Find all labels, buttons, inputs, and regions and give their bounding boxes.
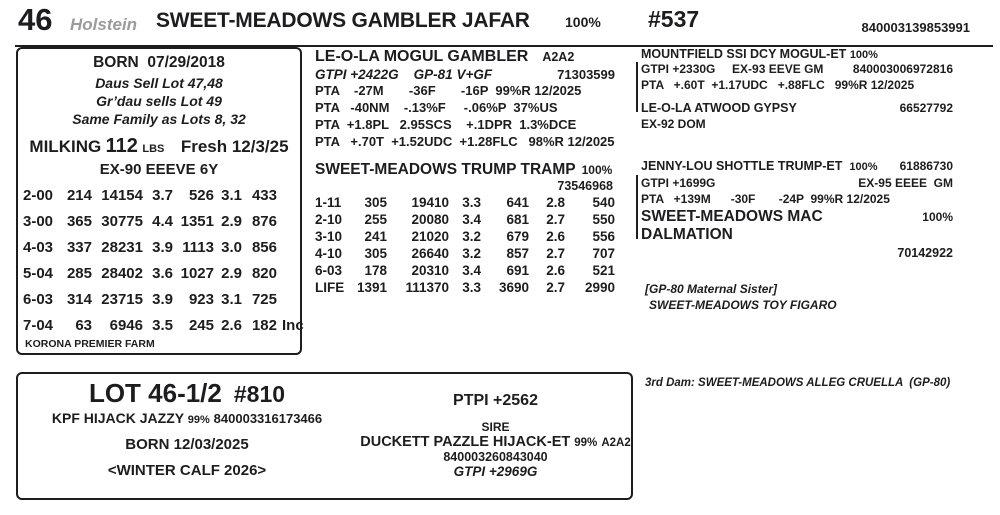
lactation-cell: 923: [188, 290, 214, 308]
lactation-cell: 540: [592, 195, 615, 210]
lactation-cell: 305: [364, 195, 387, 210]
lactation-cell: 3.1: [221, 290, 242, 308]
m-grandsire-classification: EX-95 EEEE GM: [858, 176, 953, 190]
lactation-cell: 4-10: [315, 246, 343, 261]
lactation-cell: 30775: [101, 212, 143, 230]
lactation-cell: 4-03: [23, 238, 54, 256]
lactation-row: [315, 194, 615, 211]
beta-casein-label: A2A2: [542, 50, 575, 64]
lactation-cell: 1351: [180, 212, 214, 230]
calf-born-line: BORN 12/03/2025: [125, 436, 249, 453]
granddam-name: LE-O-LA ATWOOD GYPSY: [641, 101, 797, 115]
pta-line: PTA -27M -36F -16P 99%R 12/2025: [315, 83, 582, 98]
lactation-cell: 1-11: [315, 195, 342, 210]
maternal-sister-note: [GP-80 Maternal Sister]: [645, 282, 778, 296]
calf-lot-line: [26, 378, 348, 409]
paternal-grandsire-block: [641, 47, 953, 93]
milking-unit: LBS: [142, 143, 165, 155]
lactation-cell: 3.3: [462, 280, 481, 295]
breed-label: Holstein: [70, 15, 138, 34]
lactation-cell: 679: [506, 229, 529, 244]
lactation-cell: 21020: [411, 229, 449, 244]
m-grandsire-reg-id: 61886730: [899, 159, 953, 173]
lactation-cell: 4.4: [152, 212, 173, 230]
lactation-cell: 2-00: [23, 186, 54, 204]
lactation-cell: 725: [251, 290, 277, 308]
calf-lot-number: LOT 46-1/2: [88, 378, 222, 408]
m-granddam-name: SWEET-MEADOWS MAC DALMATION: [641, 208, 823, 243]
lactation-cell: 3690: [498, 280, 529, 295]
born-line: BORN 07/29/2018: [93, 54, 225, 71]
lactation-cell: LIFE: [315, 280, 345, 295]
lactation-cell: 63: [75, 316, 92, 334]
lactation-cell: 365: [66, 212, 92, 230]
lactation-cell: 178: [364, 263, 387, 278]
granddam-reg-id: 66527792: [899, 101, 953, 115]
calf-lot-box: [16, 372, 633, 500]
m-grandsire-name-row: [641, 158, 953, 175]
calf-tag: #810: [233, 381, 286, 407]
calf-ptpi: PTPI +2562: [453, 392, 538, 409]
lactation-cell: 3.9: [152, 238, 173, 256]
lactation-cell: 3.0: [221, 238, 242, 256]
lactation-cell: 2.6: [546, 263, 565, 278]
lactation-cell: 2.7: [546, 280, 565, 295]
lactation-cell: 28402: [101, 264, 143, 282]
maternal-sister-block: [645, 281, 837, 313]
lactation-cell: 856: [251, 238, 277, 256]
grandsire-percent: 100%: [849, 49, 878, 61]
lactation-cell: 245: [188, 316, 214, 334]
milking-value: 112: [105, 135, 138, 157]
lactation-cell: 314: [66, 290, 92, 308]
sire-label: SIRE: [481, 420, 510, 434]
grandsire-name-row: [641, 47, 953, 61]
lactation-cell: 550: [592, 212, 615, 227]
lactation-cell: 707: [592, 246, 615, 261]
classification-line: EX-92 DOM: [641, 117, 706, 131]
m-grandsire-pta-row: [641, 191, 953, 207]
lactation-cell: 3.3: [462, 195, 481, 210]
calf-sire-beta-casein: A2A2: [601, 437, 631, 449]
lactation-cell: 2-10: [315, 212, 343, 227]
lactation-cell: 305: [364, 246, 387, 261]
lactation-cell: 521: [592, 263, 615, 278]
lactation-cell: 2.6: [546, 229, 565, 244]
note-line: Gr’dau sells Lot 49: [96, 93, 222, 109]
lactation-cell: 2.6: [221, 316, 242, 334]
classification-line: EX-90 EEEVE 6Y: [99, 161, 219, 178]
dam-name-row: [315, 161, 615, 179]
sire-gtpi-line: GTPI +2422G GP-81 V+GF: [315, 67, 493, 82]
sire-section: [315, 48, 615, 150]
lactation-row: [315, 279, 615, 296]
calf-sire-name: DUCKETT PAZZLE HIJACK-ET: [360, 434, 571, 450]
dam-percent: 100%: [581, 163, 613, 177]
granddam-name-row: [641, 100, 953, 116]
registration-id: 840003139853991: [861, 20, 970, 35]
lactation-cell: 214: [66, 186, 92, 204]
lactation-cell: 241: [364, 229, 387, 244]
calf-sire-name-line: [358, 434, 633, 450]
lactation-cell: 3.2: [462, 229, 481, 244]
dam-reg-id: 73546968: [557, 179, 613, 193]
lactation-row: [23, 234, 296, 260]
lactation-cell: 876: [251, 212, 277, 230]
lactation-row: [23, 208, 296, 234]
cow-lactation-table: [23, 182, 304, 338]
calf-dam-name: KPF HIJACK JAZZY: [51, 410, 184, 426]
pta-line: PTA +.60T +1.17UDC +.88FLC 99%R 12/2025: [641, 78, 915, 92]
note-line: Daus Sell Lot 47,48: [95, 75, 223, 91]
lactation-cell: 1391: [356, 280, 387, 295]
lactation-cell: 641: [506, 195, 529, 210]
lactation-cell: 28231: [101, 238, 143, 256]
m-grandsire-name: JENNY-LOU SHOTTLE TRUMP-ET 100%: [641, 159, 878, 173]
lactation-cell: 2.8: [546, 195, 565, 210]
lactation-cell: 691: [506, 263, 529, 278]
calf-dam-line: [26, 410, 348, 426]
sire-reg-id: 71303599: [557, 67, 615, 82]
m-grandsire-gtpi-row: [641, 175, 953, 191]
lactation-cell: 19410: [411, 195, 449, 210]
calf-sire-info: [358, 392, 633, 479]
third-dam-note: 3rd Dam: SWEET-MEADOWS ALLEG CRUELLA (GP-80): [645, 377, 951, 389]
maternal-grandsire-block: [641, 158, 953, 260]
lactation-cell: Inc: [282, 316, 304, 334]
grandsire-gtpi-row: [641, 61, 953, 77]
animal-name: SWEET-MEADOWS GAMBLER JAFAR: [156, 9, 530, 32]
lactation-cell: 182: [251, 316, 277, 334]
lactation-cell: 2.9: [221, 264, 242, 282]
lactation-cell: 26640: [411, 246, 449, 261]
lactation-cell: 2.7: [546, 246, 565, 261]
lactation-cell: 3.1: [221, 186, 242, 204]
lactation-cell: 3-10: [315, 229, 343, 244]
cow-info-box: [16, 47, 302, 355]
calf-identity: [26, 378, 348, 479]
calf-season-line: <WINTER CALF 2026>: [107, 462, 267, 479]
lactation-row: [315, 211, 615, 228]
pta-line: PTA +139M -30F -24P 99%R 12/2025: [641, 192, 890, 206]
sire-name-row: [315, 48, 615, 66]
pedigree-bracket: [636, 175, 638, 239]
lactation-cell: 526: [188, 186, 214, 204]
lactation-cell: 3-00: [23, 212, 54, 230]
lactation-cell: 3.9: [152, 290, 173, 308]
grandsire-reg-id: 840003006972816: [852, 62, 953, 76]
milking-line: [18, 135, 300, 158]
lactation-row: [315, 228, 615, 245]
calf-sire-gtpi: GTPI +2969G: [453, 464, 538, 479]
dam-name: SWEET-MEADOWS TRUMP TRAMP: [315, 161, 576, 178]
fresh-date: Fresh 12/3/25: [180, 137, 289, 156]
maternal-sister-name: SWEET-MEADOWS TOY FIGARO: [649, 298, 837, 312]
sire-gtpi-row: [315, 67, 615, 82]
lactation-row: [23, 260, 296, 286]
lactation-cell: 3.7: [152, 186, 173, 204]
lactation-row: [315, 262, 615, 279]
lactation-row: [23, 312, 304, 338]
lactation-cell: 1113: [182, 238, 214, 256]
lactation-cell: 20080: [411, 212, 449, 227]
lactation-cell: 820: [251, 264, 277, 282]
lot-number: 46: [18, 2, 53, 37]
lactation-cell: 3.4: [462, 263, 481, 278]
m-granddam-reg-id: 70142922: [897, 246, 953, 260]
dam-section: [315, 161, 615, 296]
lactation-cell: 556: [592, 229, 615, 244]
grandsire-name: MOUNTFIELD SSI DCY MOGUL-ET: [641, 47, 847, 61]
lactation-cell: 285: [66, 264, 92, 282]
grandsire-gtpi-line: GTPI +2330G EX-93 EEVE GM: [641, 62, 824, 76]
granddam-classification-row: [641, 116, 953, 132]
calf-dam-reg-id: 840003316173466: [213, 411, 323, 426]
lactation-cell: 111370: [405, 280, 449, 295]
lactation-cell: 6946: [109, 316, 143, 334]
sire-name: LE-O-LA MOGUL GAMBLER: [315, 48, 529, 65]
lactation-row: [23, 182, 296, 208]
grandsire-pta-row: [641, 77, 953, 93]
calf-sire-reg-id: 840003260843040: [443, 450, 548, 464]
calf-sire-percent: 99%: [574, 437, 598, 449]
lactation-cell: 7-04: [23, 316, 54, 334]
lactation-cell: 23715: [101, 290, 143, 308]
lactation-cell: 3.6: [152, 264, 173, 282]
lactation-cell: 2.7: [546, 212, 565, 227]
m-granddam-percent: 100%: [922, 210, 953, 224]
lactation-cell: 3.4: [462, 212, 481, 227]
note-line: Same Family as Lots 8, 32: [72, 111, 246, 127]
lactation-row: [315, 245, 615, 262]
lactation-cell: 433: [251, 186, 277, 204]
lactation-cell: 681: [506, 212, 529, 227]
catalog-tag: #537: [648, 6, 700, 32]
lactation-cell: 20310: [411, 263, 449, 278]
lactation-cell: 5-04: [23, 264, 54, 282]
lactation-cell: 14154: [101, 186, 143, 204]
pta-line: PTA -40NM -.13%F -.06%P 37%US: [315, 100, 558, 115]
lactation-cell: 6-03: [23, 290, 54, 308]
pta-line: PTA +.70T +1.52UDC +1.28FLC 98%R 12/2025: [315, 134, 615, 149]
lactation-cell: 3.5: [152, 316, 173, 334]
calf-dam-percent: 99%: [187, 414, 210, 426]
m-grandsire-gtpi: GTPI +1699G: [641, 176, 716, 190]
lactation-row: [23, 286, 296, 312]
lactation-cell: 337: [66, 238, 92, 256]
lactation-cell: 255: [364, 212, 387, 227]
lactation-cell: 2990: [584, 280, 615, 295]
milking-label: MILKING: [29, 137, 102, 156]
lactation-cell: 2.9: [221, 212, 242, 230]
farm-name: KORONA PREMIER FARM: [25, 338, 155, 350]
pta-line: PTA +1.8PL 2.95SCS +.1DPR 1.3%DCE: [315, 117, 577, 132]
paternal-granddam-block: [641, 100, 953, 132]
lactation-cell: 6-03: [315, 263, 343, 278]
pedigree-bracket: [636, 62, 638, 112]
m-granddam-name-row: [641, 208, 953, 244]
dam-lactation-table: [315, 194, 615, 296]
lactation-cell: 1027: [180, 264, 214, 282]
lactation-cell: 857: [506, 246, 529, 261]
purity-percent: 100%: [565, 14, 601, 30]
lactation-cell: 3.2: [462, 246, 481, 261]
